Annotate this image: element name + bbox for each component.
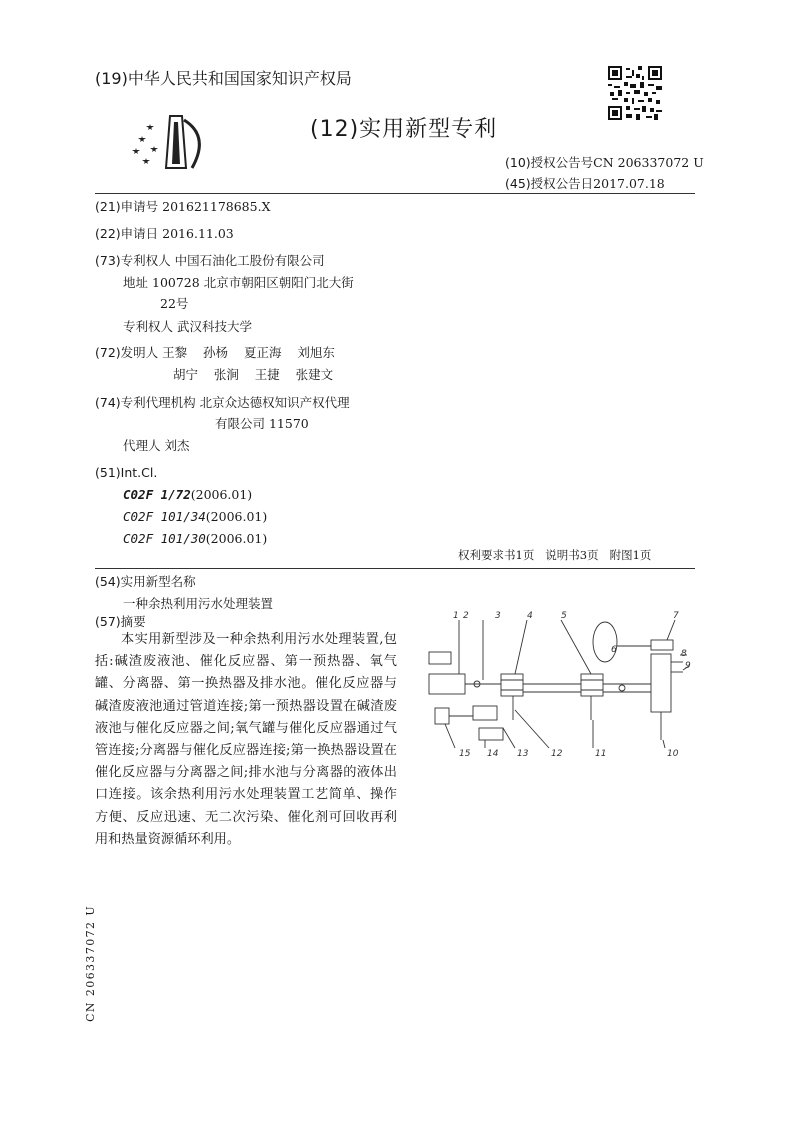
ipc-entry: C02F 101/30(2006.01) xyxy=(123,531,268,546)
svg-text:15: 15 xyxy=(459,749,471,759)
svg-text:8: 8 xyxy=(681,649,687,659)
address: 地址 100728 北京市朝阳区朝阳门北大街 xyxy=(123,275,354,290)
svg-text:2: 2 xyxy=(463,611,469,621)
svg-text:9: 9 xyxy=(685,661,691,671)
separator xyxy=(651,654,671,712)
heat-exchanger xyxy=(581,674,603,696)
section-divider xyxy=(95,568,695,569)
oxygen-tank xyxy=(593,622,617,662)
waste-liquid-tank xyxy=(429,674,465,694)
abstract-text: 本实用新型涉及一种余热利用污水处理装置,包括:碱渣废液池、催化反应器、第一预热器、氧气罐、分离器、第一换热器及排水池。催化反应器与碱渣废液池通过管道连接;第一预热器设置在碱渣废液池与催化反应器之间;氧气罐与催化反应器通过气管连接;分离器与催化反应器连接;第一换热器设置在催化反应器与分离器之间;排水池与分离器的液体出口连接。该余热利用污水处理装置工艺简单、操作方便、反应迅速、无二次污染、催化剂可回收再利用和热量资源循环利用。 xyxy=(95,632,397,847)
ipc-label: (51)Int.Cl. xyxy=(95,465,158,480)
svg-text:11: 11 xyxy=(595,749,607,759)
patent-agency-line-2: 有限公司 11570 xyxy=(215,416,309,431)
svg-text:13: 13 xyxy=(517,749,529,759)
agent: 代理人 刘杰 xyxy=(123,438,190,453)
cnipa-logo-icon xyxy=(130,108,220,172)
svg-text:5: 5 xyxy=(561,611,567,621)
drain-pool xyxy=(479,728,503,740)
utility-model-title: 一种余热利用污水处理装置 xyxy=(123,596,274,611)
inventors-line-2: 胡宁 张涧 王捷 张建文 xyxy=(173,367,334,382)
patent-agency: (74)专利代理机构 北京众达德权知识产权代理 xyxy=(95,395,350,410)
svg-text:1: 1 xyxy=(453,611,459,621)
inventors: (72)发明人 王黎 孙杨 夏正海 刘旭东 xyxy=(95,345,335,360)
page-counts: 权利要求书1页 说明书3页 附图1页 xyxy=(458,548,652,562)
title-label: (54)实用新型名称 xyxy=(95,574,196,589)
address-line-2: 22号 xyxy=(160,296,189,311)
application-number: (21)申请号 201621178685.X xyxy=(95,199,271,214)
gas-outlet xyxy=(651,640,673,650)
document-type: (12)实用新型专利 xyxy=(310,117,498,142)
application-date: (22)申请日 2016.11.03 xyxy=(95,226,234,241)
header-divider xyxy=(95,193,695,194)
second-patentee: 专利权人 武汉科技大学 xyxy=(123,319,253,334)
svg-text:4: 4 xyxy=(527,611,533,621)
svg-text:14: 14 xyxy=(487,749,499,759)
ipc-entry: C02F 101/34(2006.01) xyxy=(123,509,268,524)
publication-number: (10)授权公告号CN 206337072 U xyxy=(505,155,704,170)
publication-date: (45)授权公告日2017.07.18 xyxy=(505,176,665,191)
process-schematic xyxy=(415,610,705,760)
svg-text:12: 12 xyxy=(551,749,563,759)
side-publication-number: CN 206337072 U xyxy=(84,905,97,1022)
preheater-box xyxy=(429,652,451,664)
patentee: (73)专利权人 中国石油化工股份有限公司 xyxy=(95,253,325,268)
svg-text:7: 7 xyxy=(673,611,679,621)
catalytic-reactor xyxy=(501,674,523,696)
ipc-entry: C02F 1/72(2006.01) xyxy=(123,487,253,502)
qr-code-icon xyxy=(608,66,662,120)
svg-text:3: 3 xyxy=(495,611,501,621)
svg-text:10: 10 xyxy=(667,749,679,759)
abstract-label: (57)摘要 xyxy=(95,614,146,629)
issuing-authority: (19)中华人民共和国国家知识产权局 xyxy=(95,69,352,88)
svg-text:6: 6 xyxy=(611,645,617,655)
